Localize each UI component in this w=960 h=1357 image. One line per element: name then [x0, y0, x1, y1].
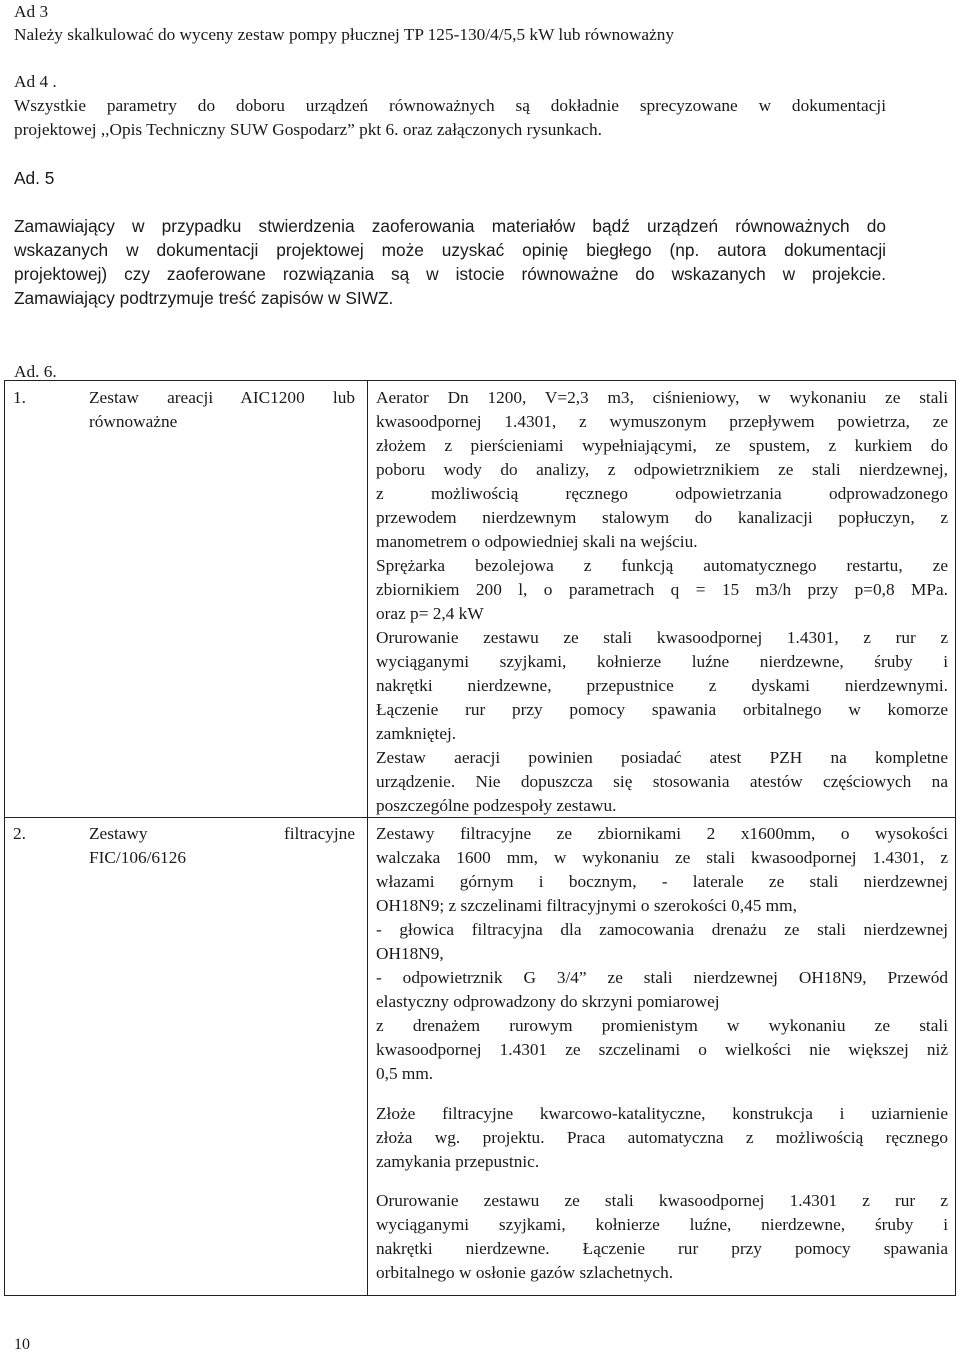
- description-line: zamykania przepustnic.: [376, 1152, 540, 1171]
- ad5-paragraph: [14, 214, 886, 310]
- description-line: poboru wody do analizy, z odpowietrznikiem ze stali nierdzewnej,: [376, 460, 948, 479]
- description-line: Zestawy filtracyjne ze zbiornikami 2 x1600mm, o wysokości: [376, 824, 948, 843]
- ad5-line: Zamawiający podtrzymuje treść zapisów w SIWZ.: [14, 288, 394, 308]
- description-line: nakrętki nierdzewne. Łączenie rur przy pomocy spawania: [376, 1239, 948, 1258]
- description-line: poszczególne podzespoły zestawu.: [376, 796, 617, 815]
- row-description: [376, 386, 948, 818]
- page-number: 10: [14, 1336, 30, 1353]
- row-description: [376, 822, 948, 1086]
- description-line: wyciąganymi szyjkami, kołnierze luźne, nierdzewne, śruby i: [376, 1215, 948, 1234]
- ad4-line: projektowej ,,Opis Techniczny SUW Gospodarz” pkt 6. oraz załączonych rysunkach.: [14, 120, 602, 139]
- description-line: z możliwością ręcznego odpowietrzania odprowadzonego: [376, 484, 948, 503]
- row-name-line: FIC/106/6126: [89, 848, 186, 867]
- equipment-table: [4, 380, 956, 1296]
- description-line: orbitalnego w osłonie gazów szlachetnych.: [376, 1263, 674, 1282]
- description-line: Złoże filtracyjne kwarcowo-katalityczne, konstrukcja i uziarnienie: [376, 1104, 948, 1123]
- row-name: [89, 822, 355, 870]
- description-line: nakrętki nierdzewne, przepustnice z dyskami nierdzewnymi.: [376, 676, 948, 695]
- row-name-line: Zestawy filtracyjne: [89, 824, 355, 843]
- row-number: 1.: [13, 388, 26, 407]
- description-line: - głowica filtracyjna dla zamocowania drenażu ze stali nierdzewnej: [376, 920, 948, 939]
- description-line: złoża wg. projektu. Praca automatyczna z możliwością ręcznego: [376, 1128, 948, 1147]
- ad3-heading: Ad 3: [14, 2, 49, 21]
- ad5-line: Zamawiający w przypadku stwierdzenia zaoferowania materiałów bądź urządzeń równoważnych do: [14, 216, 886, 236]
- ad5-line: wskazanych w dokumentacji projektowej może uzyskać opinię biegłego (np. autora dokumentacji: [14, 240, 886, 260]
- row-description-block: [376, 1102, 948, 1174]
- ad4-line: Wszystkie parametry do doboru urządzeń równoważnych są dokładnie sprecyzowane w dokumentacji: [14, 96, 886, 115]
- description-line: Aerator Dn 1200, V=2,3 m3, ciśnieniowy, w wykonaniu ze stali: [376, 388, 948, 407]
- description-line: urządzenie. Nie dopuszcza się stosowania atestów częściowych na: [376, 772, 948, 791]
- description-line: oraz p= 2,4 kW: [376, 604, 484, 623]
- row-name: [89, 386, 355, 434]
- row-name-line: równoważne: [89, 412, 178, 431]
- description-line: Zestaw aeracji powinien posiadać atest PZH na kompletne: [376, 748, 948, 767]
- description-line: włazami górnym i bocznym, - laterale ze stali nierdzewnej: [376, 872, 948, 891]
- description-line: z drenażem rurowym promienistym w wykonaniu ze stali: [376, 1016, 948, 1035]
- ad4-heading: Ad 4 .: [14, 72, 57, 91]
- description-line: OH18N9; z szczelinami filtracyjnymi o szerokości 0,45 mm,: [376, 896, 797, 915]
- row-number: 2.: [13, 824, 26, 843]
- description-line: wyciąganymi szyjkami, kołnierze luźne nierdzewne, śruby i: [376, 652, 948, 671]
- row-name-line: Zestaw areacji AIC1200 lub: [89, 388, 355, 407]
- description-line: - odpowietrznik G 3/4” ze stali nierdzewnej OH18N9, Przewód: [376, 968, 948, 987]
- description-line: Orurowanie zestawu ze stali kwasoodpornej 1.4301 z rur z: [376, 1191, 948, 1210]
- description-line: zbiornikiem 200 l, o parametrach q = 15 m3/h przy p=0,8 MPa.: [376, 580, 948, 599]
- description-line: 0,5 mm.: [376, 1064, 434, 1083]
- description-line: elastyczny odprowadzony do skrzyni pomiarowej: [376, 992, 720, 1011]
- description-line: walczaka 1600 mm, w wykonaniu ze stali kwasoodpornej 1.4301, z: [376, 848, 948, 867]
- ad5-line: projektowej) czy zaoferowane rozwiązania są w istocie równoważne do wskazanych w projekcie.: [14, 264, 886, 284]
- table-column-divider: [367, 381, 368, 1295]
- ad5-heading: Ad. 5: [14, 168, 55, 188]
- description-line: Łączenie rur przy pomocy spawania orbitalnego w komorze: [376, 700, 948, 719]
- description-line: złożem z pierścieniami wypełniającymi, ze spustem, z kurkiem do: [376, 436, 948, 455]
- description-line: zamkniętej.: [376, 724, 457, 743]
- description-line: Orurowanie zestawu ze stali kwasoodpornej 1.4301, z rur z: [376, 628, 948, 647]
- description-line: manometrem o odpowiedniej skali na wejściu.: [376, 532, 698, 551]
- ad6-heading: Ad. 6.: [14, 362, 57, 381]
- row-description-block: [376, 1189, 948, 1285]
- ad4-paragraph: [14, 94, 886, 142]
- description-line: OH18N9,: [376, 944, 444, 963]
- description-line: kwasoodpornej 1.4301, z wymuszonym przepływem powietrza, ze: [376, 412, 948, 431]
- description-line: przewodem nierdzewnym stalowym do kanalizacji popłuczyn, z: [376, 508, 948, 527]
- ad3-text: Należy skalkulować do wyceny zestaw pompy płucznej TP 125-130/4/5,5 kW lub równoważny: [14, 25, 675, 44]
- description-line: Sprężarka bezolejowa z funkcją automatycznego restartu, ze: [376, 556, 948, 575]
- description-line: kwasoodpornej 1.4301 ze szczelinami o wielkości nie większej niż: [376, 1040, 948, 1059]
